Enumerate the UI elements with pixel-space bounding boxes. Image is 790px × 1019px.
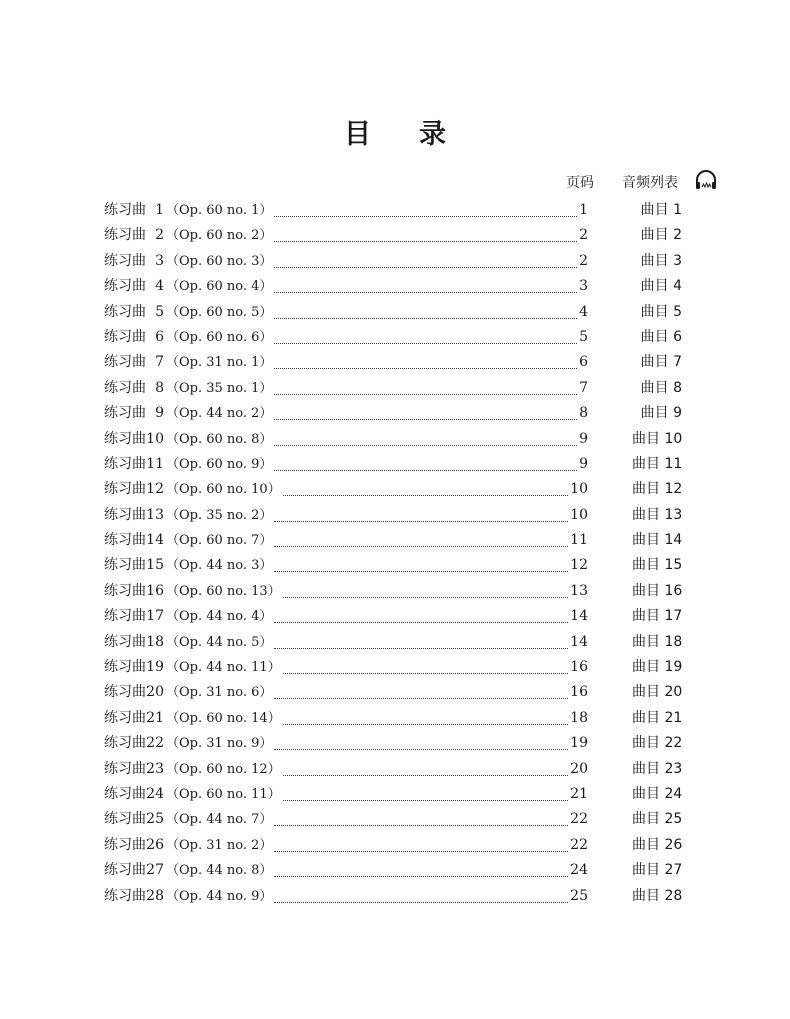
dot-leader <box>274 341 577 344</box>
entry-page-number: 25 <box>570 887 588 904</box>
entry-title <box>104 401 272 426</box>
entry-audio-track[interactable]: 曲目 2 <box>640 227 682 244</box>
toc-entry[interactable] <box>104 477 694 502</box>
entry-title <box>104 680 272 705</box>
toc-entry[interactable] <box>104 731 694 756</box>
entry-page-number: 5 <box>579 328 588 345</box>
table-of-contents <box>104 198 694 909</box>
entry-page-number: 10 <box>570 481 588 498</box>
dot-leader <box>274 646 568 649</box>
entry-audio-track[interactable]: 曲目 13 <box>632 506 683 523</box>
entry-title <box>104 553 272 578</box>
entry-number: 12 <box>146 481 164 498</box>
entry-number: 4 <box>155 278 164 295</box>
toc-entry[interactable] <box>104 198 694 223</box>
headphones-icon <box>693 167 719 193</box>
entry-audio-track[interactable]: 曲目 26 <box>632 836 683 853</box>
entry-label: 练习曲 <box>104 709 146 726</box>
toc-entry[interactable] <box>104 249 694 274</box>
dot-leader <box>274 823 568 826</box>
entry-opus: （Op. 44 no. 8） <box>166 863 273 879</box>
entry-opus: （Op. 60 no. 7） <box>166 533 273 549</box>
entry-title <box>104 198 272 223</box>
entry-label: 练习曲 <box>104 405 146 422</box>
entry-title <box>104 503 272 528</box>
entry-audio-track[interactable]: 曲目 17 <box>632 608 683 625</box>
entry-title <box>104 223 272 248</box>
dot-leader <box>274 900 568 903</box>
entry-number: 24 <box>146 785 164 802</box>
entry-opus: （Op. 60 no. 11） <box>166 786 281 802</box>
toc-entry[interactable] <box>104 401 694 426</box>
dot-leader <box>283 493 568 496</box>
dot-leader <box>274 316 577 319</box>
entry-page-number: 9 <box>579 430 588 447</box>
entry-number: 11 <box>146 455 164 472</box>
entry-opus: （Op. 60 no. 13） <box>166 583 281 599</box>
entry-page-number: 18 <box>570 709 588 726</box>
entry-page-number: 2 <box>579 227 588 244</box>
toc-entry[interactable] <box>104 579 694 604</box>
entry-audio-track[interactable]: 曲目 28 <box>632 887 683 904</box>
toc-entry[interactable] <box>104 884 694 909</box>
entry-opus: （Op. 60 no. 10） <box>166 482 281 498</box>
title-char-right: 录 <box>419 119 446 150</box>
entry-title <box>104 528 272 553</box>
dot-leader <box>274 849 568 852</box>
entry-page-number: 6 <box>579 354 588 371</box>
entry-title <box>104 274 272 299</box>
entry-audio-track[interactable]: 曲目 14 <box>632 532 683 549</box>
dot-leader <box>274 696 568 699</box>
entry-number: 13 <box>146 506 164 523</box>
entry-number: 1 <box>155 202 164 218</box>
entry-label: 练习曲 <box>104 532 146 549</box>
entry-label: 练习曲 <box>104 582 146 599</box>
entry-label: 练习曲 <box>104 303 146 320</box>
entry-audio-track[interactable]: 曲目 11 <box>632 455 683 472</box>
entry-opus: （Op. 31 no. 9） <box>166 736 273 752</box>
toc-entry[interactable] <box>104 757 694 782</box>
entry-label: 练习曲 <box>104 430 146 447</box>
entry-title <box>104 477 281 502</box>
toc-entry[interactable] <box>104 376 694 401</box>
entry-audio-track[interactable]: 曲目 21 <box>632 709 683 726</box>
toc-entry[interactable] <box>104 300 694 325</box>
entry-number: 25 <box>146 811 164 828</box>
dot-leader <box>274 569 568 572</box>
toc-entry[interactable] <box>104 503 694 528</box>
entry-label: 练习曲 <box>104 684 146 701</box>
entry-number: 10 <box>146 430 164 447</box>
toc-entry[interactable] <box>104 604 694 629</box>
entry-label: 练习曲 <box>104 278 146 295</box>
entry-opus: （Op. 44 no. 7） <box>166 812 273 828</box>
entry-page-number: 1 <box>579 202 588 218</box>
entry-audio-track[interactable]: 曲目 12 <box>632 481 683 498</box>
entry-opus: （Op. 44 no. 3） <box>166 558 273 574</box>
entry-title <box>104 579 281 604</box>
entry-label: 练习曲 <box>104 481 146 498</box>
entry-audio-track[interactable]: 曲目 24 <box>632 785 683 802</box>
entry-number: 28 <box>146 887 164 904</box>
entry-label: 练习曲 <box>104 862 146 879</box>
dot-leader <box>274 620 568 623</box>
toc-entry[interactable] <box>104 680 694 705</box>
entry-title <box>104 884 272 909</box>
dot-leader <box>283 773 568 776</box>
entry-number: 26 <box>146 836 164 853</box>
entry-page-number: 9 <box>579 455 588 472</box>
toc-entry[interactable] <box>104 452 694 477</box>
entry-audio-track[interactable]: 曲目 10 <box>632 430 683 447</box>
dot-leader <box>274 519 568 522</box>
entry-opus: （Op. 60 no. 12） <box>166 761 281 777</box>
entry-label: 练习曲 <box>104 227 146 244</box>
toc-entry[interactable] <box>104 528 694 553</box>
entry-opus: （Op. 31 no. 2） <box>166 837 273 853</box>
entry-title <box>104 807 272 832</box>
dot-leader <box>274 747 568 750</box>
entry-title <box>104 376 272 401</box>
entry-number: 6 <box>155 328 164 345</box>
entry-page-number: 3 <box>579 278 588 295</box>
entry-audio-track[interactable]: 曲目 15 <box>632 557 683 574</box>
entry-number: 20 <box>146 684 164 701</box>
entry-label: 练习曲 <box>104 252 146 269</box>
entry-page-number: 22 <box>570 811 588 828</box>
entry-number: 3 <box>155 252 164 269</box>
dot-leader <box>274 290 577 293</box>
entry-label: 练习曲 <box>104 328 146 345</box>
entry-label: 练习曲 <box>104 354 146 371</box>
entry-opus: （Op. 60 no. 14） <box>166 710 281 726</box>
dot-leader <box>274 366 577 369</box>
dot-leader <box>274 874 568 877</box>
entry-number: 19 <box>146 659 164 676</box>
toc-entry[interactable] <box>104 427 694 452</box>
entry-audio-track[interactable]: 曲目 8 <box>640 379 682 396</box>
entry-page-number: 12 <box>570 557 588 574</box>
entry-audio-track[interactable]: 曲目 7 <box>640 354 682 371</box>
dot-leader <box>283 595 568 598</box>
entry-page-number: 7 <box>579 379 588 396</box>
entry-title <box>104 782 281 807</box>
dot-leader <box>274 443 577 446</box>
dot-leader <box>274 392 577 395</box>
entry-page-number: 11 <box>570 532 588 549</box>
entry-label: 练习曲 <box>104 887 146 904</box>
audio-list-column-header: 音频列表 <box>622 175 678 191</box>
entry-opus: （Op. 44 no. 11） <box>166 660 281 676</box>
entry-number: 15 <box>146 557 164 574</box>
entry-audio-track[interactable]: 曲目 5 <box>640 303 682 320</box>
entry-page-number: 19 <box>570 735 588 752</box>
entry-label: 练习曲 <box>104 608 146 625</box>
entry-label: 练习曲 <box>104 379 146 396</box>
entry-opus: （Op. 31 no. 6） <box>166 685 273 701</box>
entry-number: 22 <box>146 735 164 752</box>
entry-label: 练习曲 <box>104 557 146 574</box>
entry-opus: （Op. 44 no. 4） <box>166 609 273 625</box>
toc-entry[interactable] <box>104 325 694 350</box>
toc-entry[interactable] <box>104 833 694 858</box>
entry-audio-track[interactable]: 曲目 4 <box>640 278 682 295</box>
entry-number: 18 <box>146 633 164 650</box>
entry-label: 练习曲 <box>104 659 146 676</box>
dot-leader <box>274 417 577 420</box>
entry-opus: （Op. 60 no. 5） <box>166 304 273 320</box>
entry-number: 2 <box>155 227 164 244</box>
entry-opus: （Op. 60 no. 2） <box>166 228 273 244</box>
entry-title <box>104 630 272 655</box>
entry-label: 练习曲 <box>104 836 146 853</box>
entry-title <box>104 757 281 782</box>
entry-number: 16 <box>146 582 164 599</box>
entry-title <box>104 655 281 680</box>
entry-label: 练习曲 <box>104 633 146 650</box>
toc-entry[interactable] <box>104 655 694 680</box>
entry-audio-track[interactable]: 曲目 25 <box>632 811 683 828</box>
entry-label: 练习曲 <box>104 735 146 752</box>
entry-title <box>104 325 272 350</box>
entry-opus: （Op. 60 no. 1） <box>166 203 273 218</box>
entry-audio-track[interactable]: 曲目 22 <box>632 735 683 752</box>
dot-leader <box>274 544 568 547</box>
entry-page-number: 16 <box>570 659 588 676</box>
entry-title <box>104 452 272 477</box>
entry-number: 21 <box>146 709 164 726</box>
entry-number: 17 <box>146 608 164 625</box>
entry-label: 练习曲 <box>104 785 146 802</box>
entry-page-number: 20 <box>570 760 588 777</box>
entry-title <box>104 858 272 883</box>
entry-opus: （Op. 35 no. 2） <box>166 507 273 523</box>
entry-opus: （Op. 60 no. 9） <box>166 456 273 472</box>
entry-title <box>104 350 272 375</box>
dot-leader <box>274 468 577 471</box>
entry-title <box>104 731 272 756</box>
dot-leader <box>274 265 577 268</box>
entry-page-number: 24 <box>570 862 588 879</box>
entry-page-number: 10 <box>570 506 588 523</box>
entry-opus: （Op. 60 no. 4） <box>166 279 273 295</box>
entry-opus: （Op. 60 no. 3） <box>166 253 273 269</box>
entry-title <box>104 427 272 452</box>
entry-page-number: 4 <box>579 303 588 320</box>
dot-leader <box>283 671 568 674</box>
entry-opus: （Op. 44 no. 5） <box>166 634 273 650</box>
entry-label: 练习曲 <box>104 760 146 777</box>
entry-audio-track[interactable]: 曲目 1 <box>640 202 682 218</box>
entry-label: 练习曲 <box>104 811 146 828</box>
entry-number: 23 <box>146 760 164 777</box>
entry-page-number: 2 <box>579 252 588 269</box>
entry-number: 27 <box>146 862 164 879</box>
dot-leader <box>283 722 568 725</box>
entry-audio-track[interactable]: 曲目 23 <box>632 760 683 777</box>
toc-entry[interactable] <box>104 858 694 883</box>
entry-opus: （Op. 60 no. 8） <box>166 431 273 447</box>
entry-audio-track[interactable]: 曲目 3 <box>640 252 682 269</box>
entry-audio-track[interactable]: 曲目 18 <box>632 633 683 650</box>
entry-audio-track[interactable]: 曲目 6 <box>640 328 682 345</box>
toc-entry[interactable] <box>104 223 694 248</box>
entry-audio-track[interactable]: 曲目 20 <box>632 684 683 701</box>
entry-opus: （Op. 44 no. 9） <box>166 888 273 904</box>
toc-entry[interactable] <box>104 350 694 375</box>
entry-page-number: 8 <box>579 405 588 422</box>
toc-entry[interactable] <box>104 782 694 807</box>
entry-opus: （Op. 35 no. 1） <box>166 380 273 396</box>
entry-number: 14 <box>146 532 164 549</box>
entry-label: 练习曲 <box>104 506 146 523</box>
entry-opus: （Op. 60 no. 6） <box>166 329 273 345</box>
entry-label: 练习曲 <box>104 202 146 218</box>
toc-entry[interactable] <box>104 706 694 731</box>
entry-page-number: 21 <box>570 785 588 802</box>
entry-opus: （Op. 31 no. 1） <box>166 355 273 371</box>
toc-entry[interactable] <box>104 630 694 655</box>
entry-number: 8 <box>155 379 164 396</box>
entry-audio-track[interactable]: 曲目 16 <box>632 582 683 599</box>
entry-audio-track[interactable]: 曲目 27 <box>632 862 683 879</box>
entry-title <box>104 300 272 325</box>
toc-entry[interactable] <box>104 274 694 299</box>
entry-title <box>104 604 272 629</box>
entry-title <box>104 249 272 274</box>
page-title <box>0 112 790 151</box>
entry-page-number: 13 <box>570 582 588 599</box>
dot-leader <box>274 239 577 242</box>
toc-entry[interactable] <box>104 807 694 832</box>
entry-page-number: 14 <box>570 608 588 625</box>
dot-leader <box>283 798 568 801</box>
entry-number: 9 <box>155 405 164 422</box>
entry-audio-track[interactable]: 曲目 19 <box>632 659 683 676</box>
entry-number: 7 <box>155 354 164 371</box>
dot-leader <box>274 214 577 217</box>
entry-title <box>104 706 281 731</box>
title-char-left: 目 <box>344 119 371 150</box>
entry-page-number: 14 <box>570 633 588 650</box>
toc-entry[interactable] <box>104 553 694 578</box>
entry-label: 练习曲 <box>104 455 146 472</box>
entry-page-number: 16 <box>570 684 588 701</box>
page-number-column-header: 页码 <box>566 175 594 191</box>
entry-page-number: 22 <box>570 836 588 853</box>
entry-number: 5 <box>155 303 164 320</box>
entry-opus: （Op. 44 no. 2） <box>166 406 273 422</box>
entry-audio-track[interactable]: 曲目 9 <box>640 405 682 422</box>
entry-title <box>104 833 272 858</box>
